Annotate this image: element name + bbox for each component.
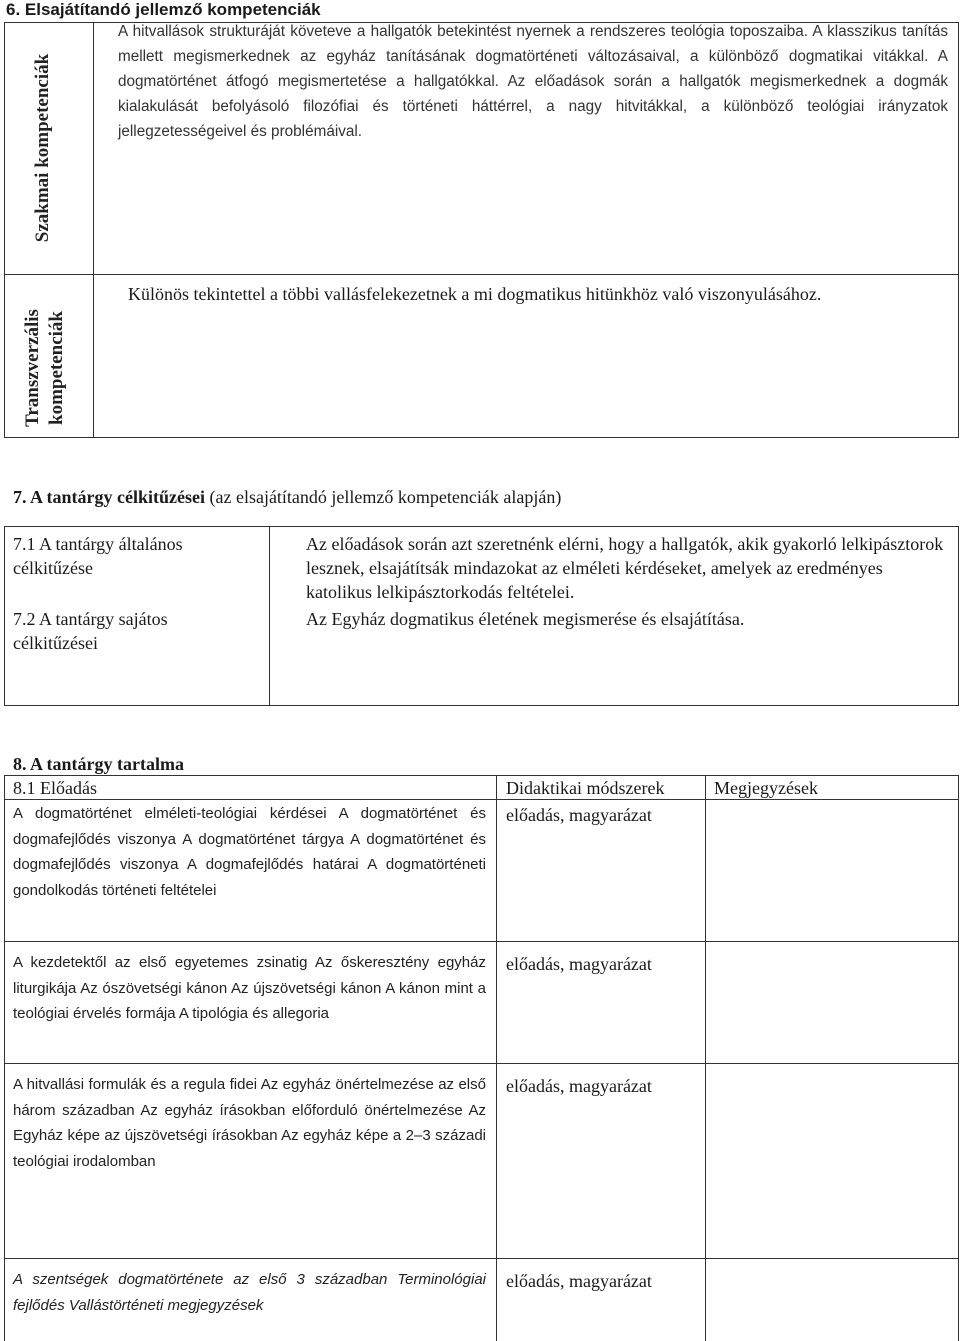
transzverzalis-label-line1: Transzverzális bbox=[22, 309, 43, 427]
row-1-content bbox=[13, 801, 486, 903]
general-objective-label: 7.1 A tantárgy általános célkitűzése bbox=[13, 534, 183, 578]
row-3-content bbox=[13, 1072, 486, 1174]
content-table-divider-2 bbox=[705, 775, 706, 1341]
row-4-method: előadás, magyarázat bbox=[506, 1271, 652, 1291]
row-4-content-text: A szentségek dogmatörténete az első 3 században Terminológiai fejlődés Vallástörténeti megjegyzések bbox=[13, 1271, 486, 1314]
header-megjegyzesek: Megjegyzések bbox=[714, 778, 818, 798]
content-table-row-line-1 bbox=[4, 941, 959, 942]
transzverzalis-label bbox=[21, 293, 69, 443]
section-7-title bbox=[13, 485, 561, 509]
row-3-content-text: A hitvallási formulák és a regula fidei Az egyház önértelmezése az első három században Az egyház írásokban előforduló önértelmezése Az Egyház képe az újszövetségi írásokban Az egyház képe a 2–3 századi teológiai irodalomban bbox=[13, 1076, 486, 1170]
objectives-table-divider bbox=[269, 526, 270, 706]
row-1-content-text: A dogmatörténet elméleti-teológiai kérdései A dogmatörténet és dogmafejlődés viszonya A dogmatörténet tárgya A dogmatörténet és dogmafejlődés viszonya A dogmafejlődés határai A dogmatörténeti gondolkodás történeti feltételei bbox=[13, 805, 486, 899]
section-7-title-rest: (az elsajátítandó jellemző kompetenciák alapján) bbox=[204, 487, 562, 507]
section-8-title: 8. A tantárgy tartalma bbox=[13, 754, 184, 774]
header-eloadas: 8.1 Előadás bbox=[13, 778, 97, 798]
row-4-content bbox=[13, 1267, 486, 1318]
szakmai-text: A hitvallások strukturáját követeve a hallgatók betekintést nyernek a rendszeres teológia toposzaiba. A klasszikus tanítás mellett megismerkednek az egyház tanításának dogmatörténeti változásaival, a különböző dogmatikai vitákkal. A dogmatörténet átfogó megismertetése a hallgatókkal. Az előadások során a hallgatók megismerkednek a dogmák kialakulását befolyásoló filozófiai és történeti háttérrel, a nagy hitvitákkal, a különböző teológiai irányzatok jellegzetességeivel és problémáival. bbox=[118, 23, 948, 140]
row-2-method: előadás, magyarázat bbox=[506, 954, 652, 974]
transzverzalis-text: Különös tekintettel a többi vallásfelekezetnek a mi dogmatikus hitünkhöz való viszonyulásához. bbox=[128, 284, 822, 304]
content-table-divider-1 bbox=[496, 775, 497, 1341]
row-1-method: előadás, magyarázat bbox=[506, 805, 652, 825]
szakmai-label: Szakmai kompetenciák bbox=[32, 53, 53, 243]
row-3-method: előadás, magyarázat bbox=[506, 1076, 652, 1096]
transzverzalis-label-line2: kompetenciák bbox=[46, 311, 67, 425]
general-objective-text: Az előadások során azt szeretnénk elérni, hogy a hallgatók, akik gyakorló lelkipásztorok lesznek, elsajátítsák mindazokat az elméleti kérdéseket, amelyek az eredményes katolikus lelkipásztorkodás feltételei. bbox=[306, 534, 944, 602]
header-didaktikai-modszerek: Didaktikai módszerek bbox=[506, 778, 665, 798]
competence-table-divider-h bbox=[4, 274, 959, 275]
row-2-content bbox=[13, 950, 486, 1027]
row-2-content-text: A kezdetektől az első egyetemes zsinatig Az őskeresztény egyház liturgikája Az ószövetségi kánon Az újszövetségi kánon A kánon mint a teológiai érvelés formája A tipológia és allegoria bbox=[13, 954, 486, 1022]
competence-table-divider-v bbox=[93, 22, 94, 438]
specific-objective-text: Az Egyház dogmatikus életének megismerése és elsajátítása. bbox=[306, 609, 745, 629]
specific-objective-label: 7.2 A tantárgy sajátos célkitűzései bbox=[13, 609, 168, 653]
section-6-title: 6. Elsajátítandó jellemző kompetenciák bbox=[6, 0, 321, 19]
content-table-row-line-3 bbox=[4, 1258, 959, 1259]
content-table-row-line-2 bbox=[4, 1063, 959, 1064]
section-7-title-bold: 7. A tantárgy célkitűzései bbox=[13, 487, 205, 507]
